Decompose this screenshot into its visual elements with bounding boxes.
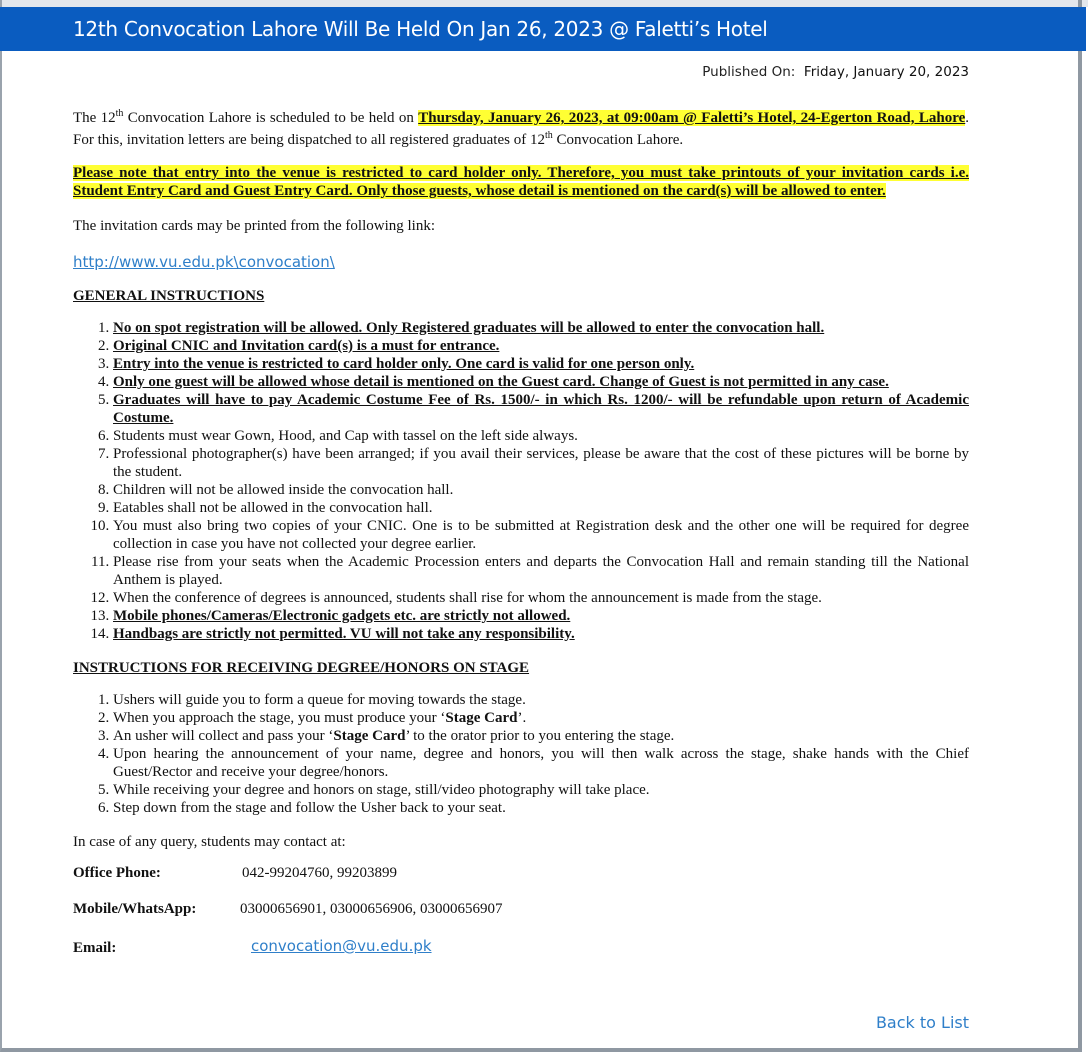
published-label: Published On: bbox=[702, 64, 796, 80]
intro-text-a: The 12 bbox=[73, 110, 116, 126]
page-header bbox=[0, 7, 1086, 51]
back-to-list-link[interactable]: Back to List bbox=[875, 1013, 969, 1032]
convocation-link[interactable]: http://www.vu.edu.pk\convocation\ bbox=[73, 253, 335, 271]
stage-item-text: When you approach the stage, you must produce your ‘ bbox=[113, 710, 446, 726]
list-item bbox=[113, 781, 969, 799]
general-item-text: Students must wear Gown, Hood, and Cap with tassel on the left side always. bbox=[113, 428, 578, 444]
general-item-text: Entry into the venue is restricted to card holder only. One card is valid for one person only. bbox=[113, 356, 695, 372]
general-item-text: No on spot registration will be allowed. Only Registered graduates will be allowed to enter the convocation hall. bbox=[113, 320, 825, 336]
general-item-text: When the conference of degrees is announced, students shall rise for whom the announcement is made from the stage. bbox=[113, 590, 822, 606]
general-item-text: Professional photographer(s) have been arranged; if you avail their services, please be aware that the cost of these pictures will be borne by the student. bbox=[113, 446, 969, 480]
general-item-text: You must also bring two copies of your CNIC. One is to be submitted at Registration desk and the other one will be required for degree collection in case you have not collected your degree earlier. bbox=[113, 518, 969, 552]
printed-line: The invitation cards may be printed from the following link: bbox=[73, 218, 435, 234]
intro-text-c: . For this, invitation letters are being dispatched to all registered graduates of 12 bbox=[73, 110, 970, 148]
list-item bbox=[113, 745, 969, 781]
email-link[interactable]: convocation@vu.edu.pk bbox=[251, 937, 432, 955]
general-item-text: Only one guest will be allowed whose detail is mentioned on the Guest card. Change of Guest is not permitted in any case. bbox=[113, 374, 889, 390]
list-item bbox=[113, 319, 969, 337]
list-item bbox=[113, 481, 969, 499]
intro-paragraph bbox=[73, 107, 969, 151]
list-item bbox=[113, 499, 969, 517]
notice-highlight: Please note that entry into the venue is restricted to card holder only. Therefore, you must take printouts of your invitation cards i.e. Student Entry Card and Guest Entry Card. Only those guests, whose detail is mentioned on the card(s) will be allowed to enter. bbox=[73, 165, 969, 199]
list-item bbox=[113, 391, 969, 427]
general-item-text: Original CNIC and Invitation card(s) is a must for entrance. bbox=[113, 338, 500, 354]
general-item-text: Handbags are strictly not permitted. VU will not take any responsibility. bbox=[113, 626, 575, 642]
stage-item-text: ’ to the orator prior to you entering the stage. bbox=[405, 728, 675, 744]
general-item-text: Please rise from your seats when the Academic Procession enters and departs the Convocation Hall and remain standing till the National Anthem is played. bbox=[113, 554, 969, 588]
office-phone-label: Office Phone: bbox=[73, 865, 161, 881]
list-item bbox=[113, 337, 969, 355]
intro-sup-2: th bbox=[544, 130, 553, 141]
list-item bbox=[113, 727, 969, 745]
stage-item-text: An usher will collect and pass your ‘ bbox=[113, 728, 334, 744]
general-item-text: Eatables shall not be allowed in the convocation hall. bbox=[113, 500, 433, 516]
article-body bbox=[73, 58, 969, 962]
notice-paragraph bbox=[73, 164, 969, 200]
general-instructions-list bbox=[73, 319, 969, 643]
list-item bbox=[113, 517, 969, 553]
list-item bbox=[113, 589, 969, 607]
general-title bbox=[73, 285, 969, 307]
intro-highlight-date: Thursday, January 26, 2023, at 09:00am @ Faletti’s Hotel, 24-Egerton Road, Lahore bbox=[418, 110, 966, 126]
list-item bbox=[113, 799, 969, 817]
stage-title-text: INSTRUCTIONS FOR RECEIVING DEGREE/HONORS ON STAGE bbox=[73, 660, 530, 676]
list-item bbox=[113, 427, 969, 445]
intro-text-b: Convocation Lahore is scheduled to be held on bbox=[123, 110, 419, 126]
stage-card-text: Stage Card bbox=[445, 710, 518, 726]
stage-item-text: Ushers will guide you to form a queue for moving towards the stage. bbox=[113, 692, 526, 708]
general-item-text: Children will not be allowed inside the convocation hall. bbox=[113, 482, 454, 498]
list-item bbox=[113, 691, 969, 709]
published-date: Friday, January 20, 2023 bbox=[803, 64, 969, 80]
stage-item-text: While receiving your degree and honors on stage, still/video photography will take place. bbox=[113, 782, 650, 798]
office-phone-value: 042-99204760, 99203899 bbox=[242, 865, 397, 881]
list-item bbox=[113, 709, 969, 727]
stage-card-text: Stage Card bbox=[333, 728, 406, 744]
intro-sup: th bbox=[115, 108, 124, 119]
list-item bbox=[113, 553, 969, 589]
stage-item-text: ’. bbox=[517, 710, 527, 726]
contact-intro: In case of any query, students may contact at: bbox=[73, 834, 346, 850]
list-item bbox=[113, 355, 969, 373]
stage-title bbox=[73, 657, 969, 679]
mobile-label: Mobile/WhatsApp: bbox=[73, 901, 197, 917]
published-info bbox=[73, 64, 969, 86]
stage-item-text: Upon hearing the announcement of your name, degree and honors, you will then walk across the stage, shake hands with the Chief Guest/Rector and receive your degree/honors. bbox=[113, 746, 969, 780]
mobile-value: 03000656901, 03000656906, 03000656907 bbox=[240, 901, 503, 917]
list-item bbox=[113, 607, 969, 625]
general-item-text: Graduates will have to pay Academic Costume Fee of Rs. 1500/- in which Rs. 1200/- will be refundable upon return of Academic Costume. bbox=[113, 392, 969, 426]
email-label: Email: bbox=[73, 940, 117, 956]
link-paragraph bbox=[73, 251, 969, 277]
list-item bbox=[113, 625, 969, 643]
mobile-row bbox=[73, 901, 969, 923]
office-phone-row bbox=[73, 865, 969, 887]
stage-instructions-list bbox=[73, 691, 969, 817]
list-item bbox=[113, 445, 969, 481]
email-row bbox=[73, 937, 969, 962]
intro-text-d: Convocation Lahore. bbox=[552, 132, 684, 148]
stage-item-text: Step down from the stage and follow the Usher back to your seat. bbox=[113, 800, 506, 816]
general-title-text: GENERAL INSTRUCTIONS bbox=[73, 288, 265, 304]
list-item bbox=[113, 373, 969, 391]
page-title: 12th Convocation Lahore Will Be Held On Jan 26, 2023 @ Faletti’s Hotel bbox=[73, 17, 768, 41]
general-item-text: Mobile phones/Cameras/Electronic gadgets etc. are strictly not allowed. bbox=[113, 608, 571, 624]
